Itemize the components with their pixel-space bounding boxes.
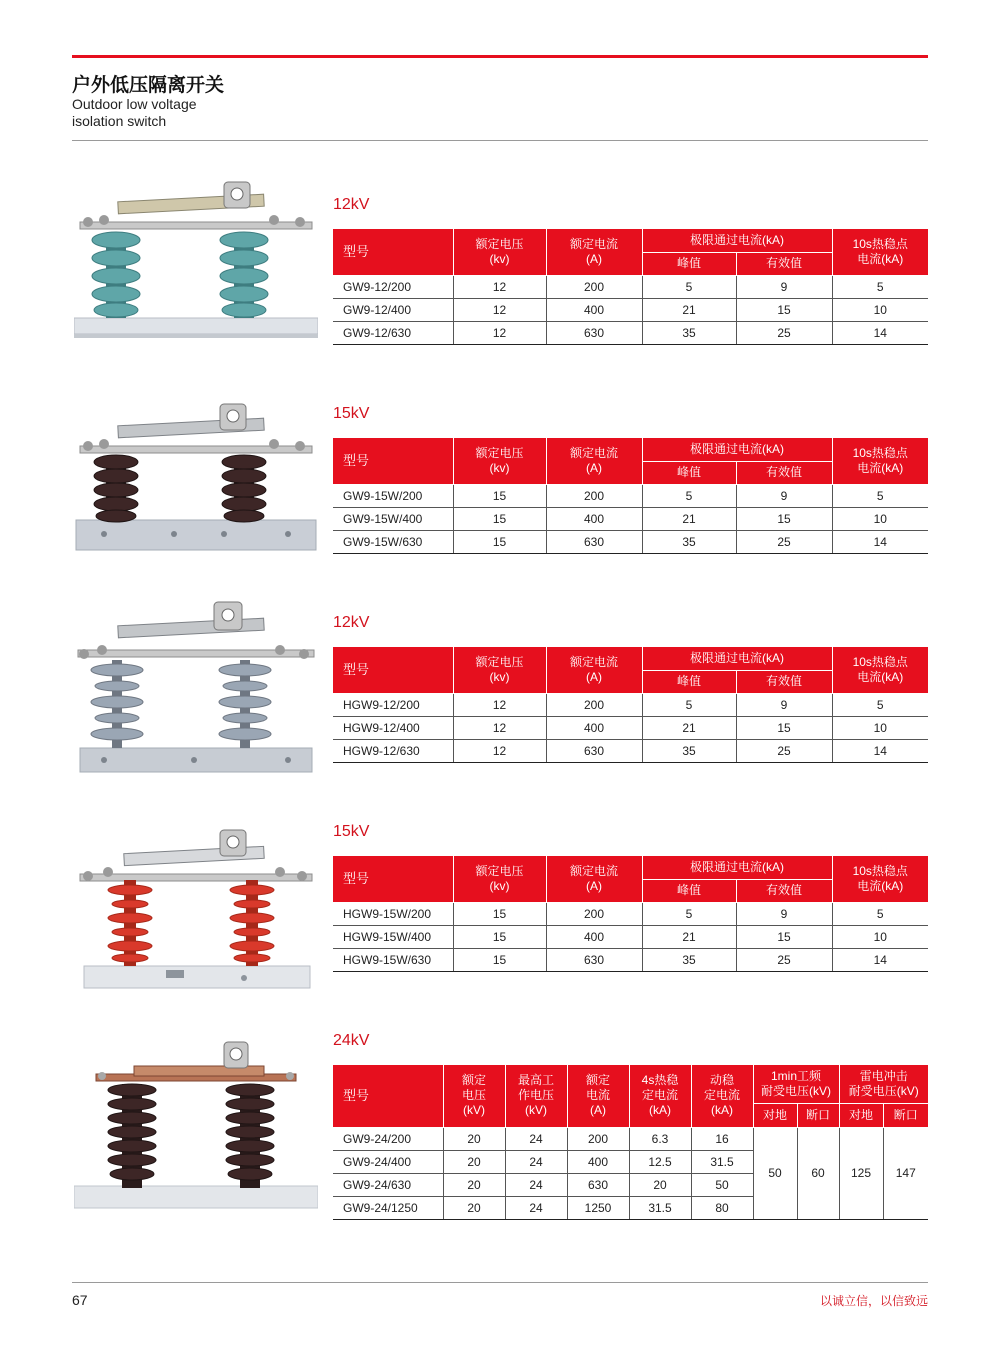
cell-peak: 5 (642, 484, 736, 507)
cell-voltage: 20 (443, 1196, 505, 1219)
cell-pf-ground: 50 (753, 1127, 797, 1219)
header-unit: 耐受电压(kV) (761, 1083, 831, 1098)
page-title: 户外低压隔离开关 (72, 75, 225, 96)
cell-effective: 15 (736, 298, 832, 321)
cell-thermal: 10 (832, 925, 928, 948)
cell-model: GW9-12/400 (333, 298, 453, 321)
header-model: 型号 (333, 647, 453, 693)
cell-dynamic: 50 (691, 1173, 753, 1196)
header-unit: 电流(kA) (857, 251, 904, 266)
header-unit: (kV) (525, 1103, 547, 1118)
cell-voltage: 12 (453, 693, 546, 716)
cell-model: HGW9-12/200 (333, 693, 453, 716)
cell-thermal: 5 (832, 275, 928, 298)
header-unit: (kv) (489, 251, 510, 266)
table-row (333, 948, 928, 971)
cell-thermal: 14 (832, 530, 928, 553)
header-effective: 有效值 (736, 670, 832, 693)
cell-voltage: 15 (453, 902, 546, 925)
cell-peak: 21 (642, 507, 736, 530)
table-row (333, 275, 928, 298)
header-rated-voltage (453, 856, 546, 902)
header-text: 作电压 (517, 1088, 554, 1103)
header-lightning (839, 1065, 928, 1103)
cell-thermal: 14 (832, 948, 928, 971)
header-unit: (kA) (649, 1103, 671, 1118)
header-model: 型号 (333, 438, 453, 484)
header-unit: (A) (586, 878, 602, 893)
table-row (333, 739, 928, 762)
product-image-hgw9-15w (74, 826, 318, 990)
cell-thermal: 12.5 (629, 1150, 691, 1173)
cell-voltage: 20 (443, 1150, 505, 1173)
header-peak: 峰值 (642, 670, 736, 693)
cell-model: GW9-24/630 (333, 1173, 443, 1196)
header-rated-current (546, 647, 642, 693)
cell-max-voltage: 24 (505, 1196, 567, 1219)
cell-model: GW9-12/200 (333, 275, 453, 298)
cell-model: GW9-24/400 (333, 1150, 443, 1173)
header-divider (72, 140, 928, 141)
table-row (333, 1127, 928, 1150)
cell-peak: 21 (642, 716, 736, 739)
header-max-voltage (505, 1065, 567, 1127)
header-text: 额定电压 (475, 445, 524, 460)
table-row (333, 321, 928, 344)
cell-model: HGW9-15W/400 (333, 925, 453, 948)
cell-model: GW9-12/630 (333, 321, 453, 344)
cell-effective: 15 (736, 925, 832, 948)
cell-current: 630 (546, 530, 642, 553)
top-accent-rule (72, 55, 928, 58)
cell-voltage: 15 (453, 484, 546, 507)
cell-voltage: 15 (453, 530, 546, 553)
table-row (333, 507, 928, 530)
cell-voltage: 12 (453, 321, 546, 344)
cell-current: 400 (546, 507, 642, 530)
cell-current: 630 (567, 1173, 629, 1196)
header-text: 电压 (461, 1088, 486, 1103)
header-rated-voltage (453, 229, 546, 275)
cell-current: 400 (546, 925, 642, 948)
header-unit: (kv) (489, 669, 510, 684)
cell-current: 200 (546, 693, 642, 716)
cell-model: HGW9-12/630 (333, 739, 453, 762)
cell-effective: 9 (736, 693, 832, 716)
spec-table (333, 229, 928, 345)
cell-peak: 5 (642, 275, 736, 298)
header-thermal (832, 647, 928, 693)
header-unit: (kv) (489, 460, 510, 475)
header-text: 额定电流 (569, 863, 618, 878)
header-text: 额定电流 (569, 654, 618, 669)
cell-dynamic: 80 (691, 1196, 753, 1219)
table-row (333, 716, 928, 739)
cell-current: 630 (546, 321, 642, 344)
spec-table-24kv (333, 1065, 928, 1220)
header-model: 型号 (333, 856, 453, 902)
section-voltage: 15kV (333, 405, 370, 422)
cell-li-break: 147 (883, 1127, 928, 1219)
footer-slogan: 以诚立信，以信致远 (819, 1294, 928, 1308)
table-row (333, 484, 928, 507)
cell-current: 200 (567, 1127, 629, 1150)
header-effective: 有效值 (736, 461, 832, 484)
cell-peak: 35 (642, 530, 736, 553)
cell-peak: 35 (642, 321, 736, 344)
header-model: 型号 (333, 229, 453, 275)
cell-effective: 25 (736, 948, 832, 971)
header-unit: (A) (586, 669, 602, 684)
cell-effective: 9 (736, 275, 832, 298)
header-unit: (kV) (463, 1103, 485, 1118)
header-li-break: 断口 (883, 1103, 928, 1127)
header-text: 雷电冲击 (859, 1068, 908, 1083)
cell-effective: 9 (736, 484, 832, 507)
cell-model: HGW9-12/400 (333, 716, 453, 739)
table-row (333, 298, 928, 321)
cell-dynamic: 16 (691, 1127, 753, 1150)
cell-thermal: 5 (832, 693, 928, 716)
cell-voltage: 15 (453, 948, 546, 971)
header-limit-current: 极限通过电流(kA) (642, 229, 832, 252)
section-voltage: 24kV (333, 1032, 370, 1049)
header-limit-current: 极限通过电流(kA) (642, 856, 832, 879)
cell-effective: 15 (736, 507, 832, 530)
cell-effective: 9 (736, 902, 832, 925)
header-thermal (629, 1065, 691, 1127)
header-power-frequency (753, 1065, 839, 1103)
header-pf-ground: 对地 (753, 1103, 797, 1127)
cell-voltage: 20 (443, 1127, 505, 1150)
cell-peak: 35 (642, 948, 736, 971)
header-model: 型号 (333, 1065, 443, 1127)
header-text: 额定电压 (475, 863, 524, 878)
header-text: 10s热稳点 (852, 445, 908, 460)
cell-peak: 5 (642, 902, 736, 925)
cell-current: 1250 (567, 1196, 629, 1219)
cell-max-voltage: 24 (505, 1173, 567, 1196)
product-image-gw9-15w (74, 400, 318, 556)
cell-voltage: 12 (453, 739, 546, 762)
header-text: 额定电压 (475, 236, 524, 251)
cell-thermal: 20 (629, 1173, 691, 1196)
spec-table (333, 856, 928, 972)
cell-thermal: 5 (832, 902, 928, 925)
header-text: 额定电压 (475, 654, 524, 669)
header-rated-current (567, 1065, 629, 1127)
header-text: 最高工 (517, 1073, 554, 1088)
cell-current: 200 (546, 275, 642, 298)
cell-peak: 21 (642, 925, 736, 948)
header-li-ground: 对地 (839, 1103, 883, 1127)
cell-voltage: 20 (443, 1173, 505, 1196)
table-row (333, 925, 928, 948)
header-rated-voltage (453, 647, 546, 693)
cell-model: HGW9-15W/200 (333, 902, 453, 925)
cell-peak: 21 (642, 298, 736, 321)
spec-table (333, 647, 928, 763)
table-row (333, 693, 928, 716)
cell-thermal: 14 (832, 321, 928, 344)
cell-model: GW9-24/200 (333, 1127, 443, 1150)
cell-current: 630 (546, 739, 642, 762)
header-peak: 峰值 (642, 252, 736, 275)
header-unit: 电流(kA) (857, 878, 904, 893)
cell-current: 200 (546, 902, 642, 925)
cell-max-voltage: 24 (505, 1150, 567, 1173)
header-dynamic (691, 1065, 753, 1127)
section-voltage: 15kV (333, 823, 370, 840)
cell-thermal: 10 (832, 507, 928, 530)
cell-voltage: 15 (453, 507, 546, 530)
section-voltage: 12kV (333, 196, 370, 213)
cell-current: 200 (546, 484, 642, 507)
spec-table (333, 438, 928, 554)
header-unit: (A) (590, 1103, 606, 1118)
product-image-gw9-24 (74, 1040, 318, 1212)
cell-thermal: 10 (832, 298, 928, 321)
header-thermal (832, 856, 928, 902)
header-unit: (A) (586, 251, 602, 266)
header-thermal (832, 438, 928, 484)
cell-current: 400 (546, 716, 642, 739)
cell-current: 400 (546, 298, 642, 321)
cell-thermal: 14 (832, 739, 928, 762)
cell-model: GW9-15W/630 (333, 530, 453, 553)
header-rated-voltage (443, 1065, 505, 1127)
cell-peak: 35 (642, 739, 736, 762)
cell-thermal: 6.3 (629, 1127, 691, 1150)
subtitle-line-2: isolation switch (72, 113, 167, 129)
cell-dynamic: 31.5 (691, 1150, 753, 1173)
page-subtitle (72, 96, 197, 130)
cell-max-voltage: 24 (505, 1127, 567, 1150)
cell-current: 400 (567, 1150, 629, 1173)
section-voltage: 12kV (333, 614, 370, 631)
cell-pf-break: 60 (797, 1127, 839, 1219)
header-text: 电流 (585, 1088, 610, 1103)
cell-effective: 15 (736, 716, 832, 739)
cell-thermal: 10 (832, 716, 928, 739)
header-text: 定电流 (703, 1088, 740, 1103)
header-rated-current (546, 856, 642, 902)
header-text: 动稳 (709, 1073, 734, 1088)
page-number: 67 (72, 1292, 88, 1308)
cell-effective: 25 (736, 739, 832, 762)
header-unit: 电流(kA) (857, 669, 904, 684)
subtitle-line-1: Outdoor low voltage (72, 96, 197, 112)
cell-model: GW9-15W/200 (333, 484, 453, 507)
header-text: 10s热稳点 (852, 236, 908, 251)
footer-divider (72, 1282, 928, 1283)
header-unit: 耐受电压(kV) (848, 1083, 919, 1098)
cell-effective: 25 (736, 321, 832, 344)
header-text: 额定 (461, 1073, 486, 1088)
cell-voltage: 12 (453, 716, 546, 739)
cell-peak: 5 (642, 693, 736, 716)
header-limit-current: 极限通过电流(kA) (642, 647, 832, 670)
header-text: 10s热稳点 (852, 863, 908, 878)
cell-thermal: 5 (832, 484, 928, 507)
header-text: 4s热稳 (641, 1073, 679, 1088)
header-peak: 峰值 (642, 461, 736, 484)
cell-current: 630 (546, 948, 642, 971)
cell-voltage: 12 (453, 275, 546, 298)
header-limit-current: 极限通过电流(kA) (642, 438, 832, 461)
header-text: 定电流 (641, 1088, 678, 1103)
header-unit: (A) (586, 460, 602, 475)
header-rated-current (546, 229, 642, 275)
cell-li-ground: 125 (839, 1127, 883, 1219)
header-text: 10s热稳点 (852, 654, 908, 669)
table-row (333, 902, 928, 925)
header-peak: 峰值 (642, 879, 736, 902)
header-pf-break: 断口 (797, 1103, 839, 1127)
header-effective: 有效值 (736, 879, 832, 902)
cell-thermal: 31.5 (629, 1196, 691, 1219)
header-text: 额定 (585, 1073, 610, 1088)
header-text: 1min工频 (770, 1068, 821, 1083)
header-effective: 有效值 (736, 252, 832, 275)
product-image-gw9-12 (74, 178, 318, 342)
header-unit: (kv) (489, 878, 510, 893)
header-unit: (kA) (711, 1103, 733, 1118)
cell-model: GW9-24/1250 (333, 1196, 443, 1219)
header-unit: 电流(kA) (857, 460, 904, 475)
cell-model: GW9-15W/400 (333, 507, 453, 530)
table-row (333, 530, 928, 553)
cell-voltage: 15 (453, 925, 546, 948)
header-text: 额定电流 (569, 236, 618, 251)
product-image-hgw9-12 (74, 598, 318, 778)
header-thermal (832, 229, 928, 275)
cell-voltage: 12 (453, 298, 546, 321)
header-text: 额定电流 (569, 445, 618, 460)
cell-effective: 25 (736, 530, 832, 553)
header-rated-voltage (453, 438, 546, 484)
cell-model: HGW9-15W/630 (333, 948, 453, 971)
header-rated-current (546, 438, 642, 484)
